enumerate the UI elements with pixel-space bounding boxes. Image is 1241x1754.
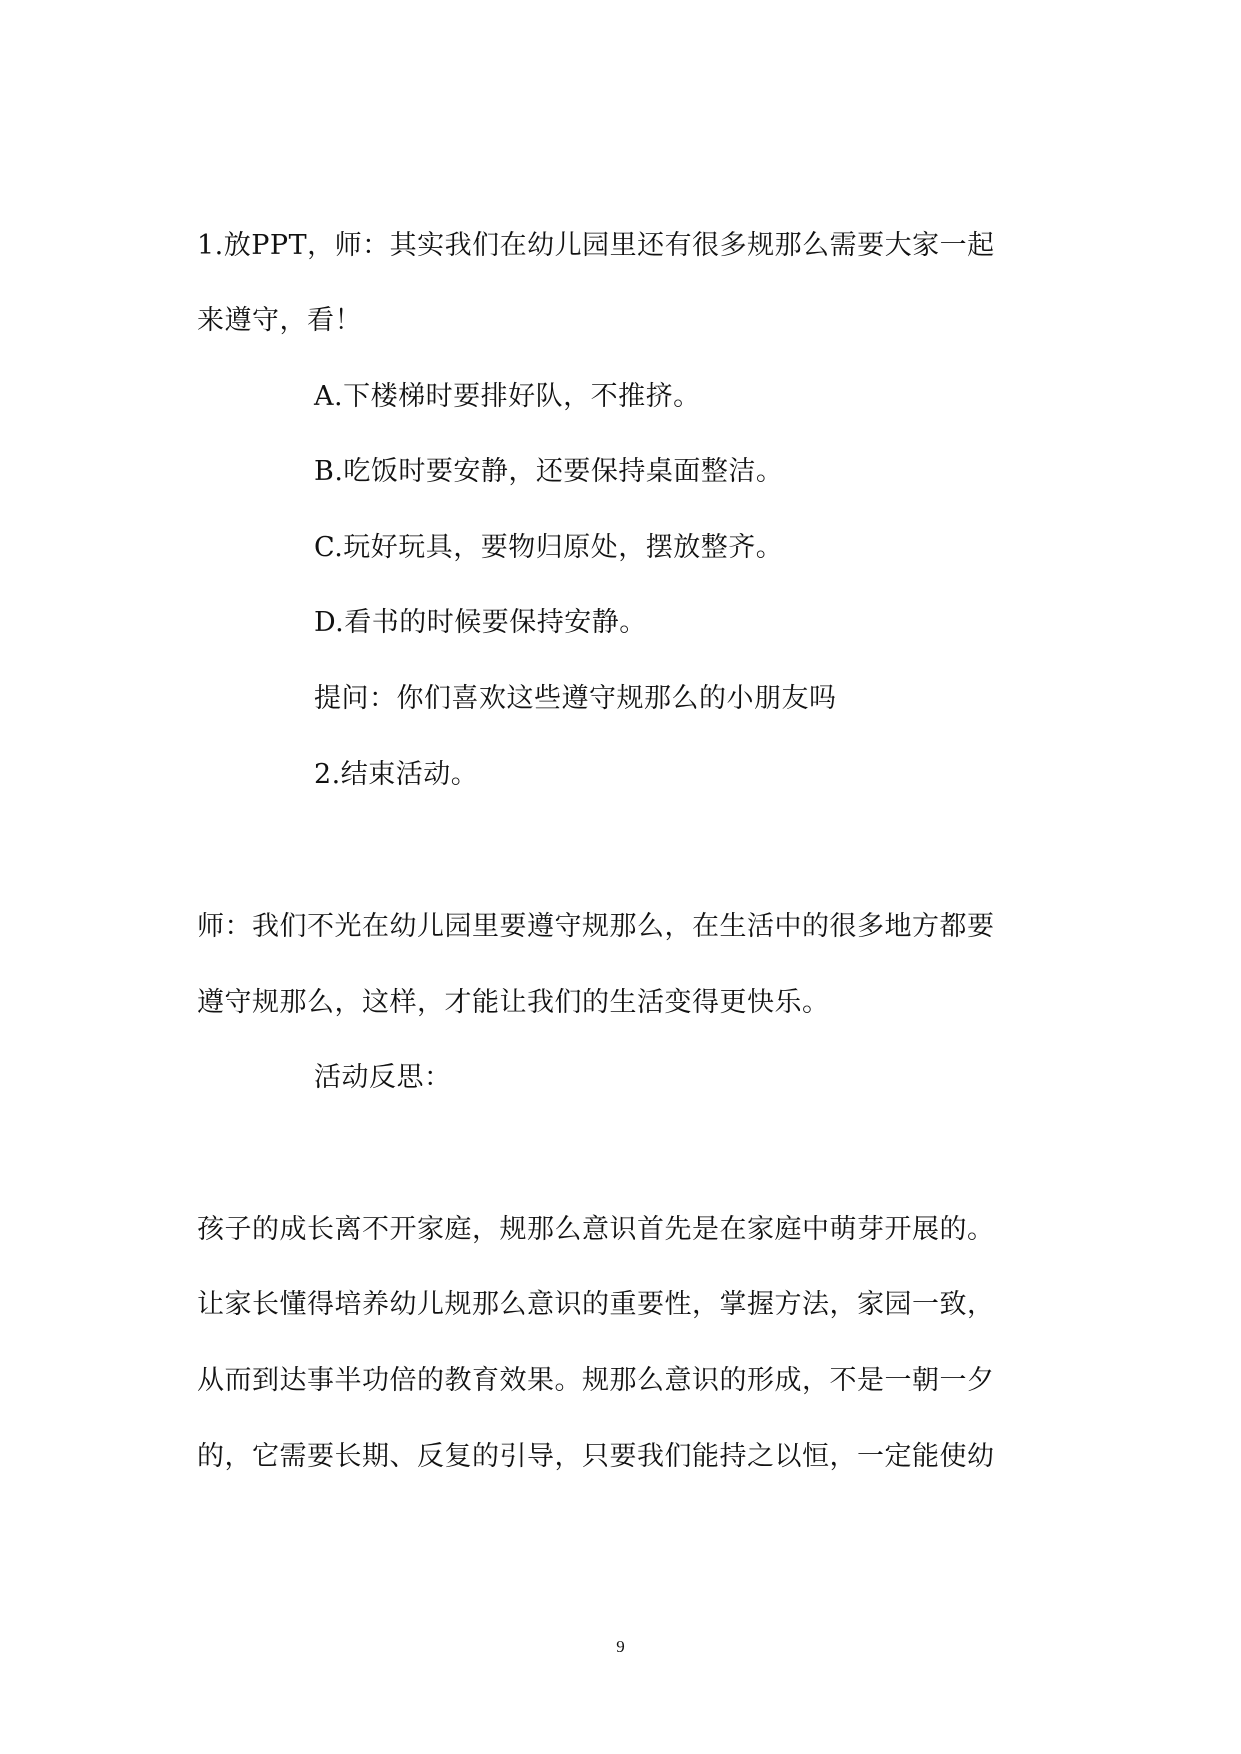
body-line: 让家长懂得培养幼儿规那么意识的重要性，掌握方法，家园一致，: [197, 1289, 995, 1320]
question-line: 提问：你们喜欢这些遵守规那么的小朋友吗: [314, 683, 837, 714]
page-number: 9: [616, 1637, 625, 1656]
section-heading: 2.结束活动。: [314, 759, 479, 790]
list-item: B.吃饭时要安静，还要保持桌面整洁。: [314, 456, 784, 487]
body-line: 从而到达事半功倍的教育效果。规那么意识的形成，不是一朝一夕: [197, 1365, 995, 1396]
list-item: C.玩好玩具，要物归原处，摆放整齐。: [314, 532, 784, 563]
body-line: 来遵守，看！: [197, 305, 362, 336]
body-line: 1.放PPT，师：其实我们在幼儿园里还有很多规那么需要大家一起: [197, 230, 995, 261]
list-item: A.下楼梯时要排好队，不推挤。: [314, 381, 701, 412]
section-heading: 活动反思：: [314, 1062, 452, 1093]
list-item: D.看书的时候要保持安静。: [314, 607, 647, 638]
body-line: 孩子的成长离不开家庭，规那么意识首先是在家庭中萌芽开展的。: [197, 1214, 995, 1245]
body-line: 师：我们不光在幼儿园里要遵守规那么，在生活中的很多地方都要: [197, 911, 995, 942]
body-line: 遵守规那么，这样，才能让我们的生活变得更快乐。: [197, 987, 830, 1018]
body-line: 的，它需要长期、反复的引导，只要我们能持之以恒，一定能使幼: [197, 1441, 995, 1472]
